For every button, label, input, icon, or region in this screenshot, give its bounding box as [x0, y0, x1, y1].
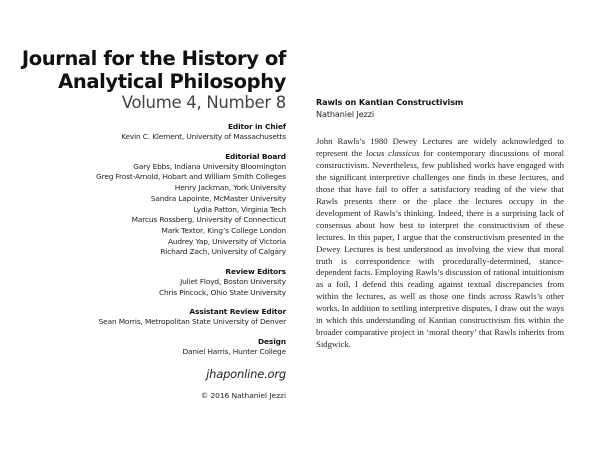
article-title: Rawls on Kantian Constructivism: [316, 97, 464, 107]
journal-title: [20, 47, 286, 93]
board-member: Henry Jackman, York University: [174, 183, 286, 193]
section-heading: Review Editors: [225, 267, 286, 277]
article-info: [316, 96, 564, 351]
review-editor: Juliet Floyd, Boston University: [180, 277, 286, 287]
review-editor: Chris Pincock, Ohio State University: [158, 287, 286, 297]
section-design: [20, 336, 286, 358]
volume-number: Volume 4, Number 8: [121, 93, 286, 112]
section-review-editors: [20, 266, 286, 298]
abstract-italic-term: locus classicus: [366, 147, 420, 158]
board-member: Mark Textor, King’s College London: [161, 225, 286, 235]
section-editorial-board: [20, 151, 286, 258]
section-heading: Editor in Chief: [227, 122, 286, 131]
masthead: [20, 47, 286, 401]
board-member: Sandra Lapointe, McMaster University: [150, 193, 286, 203]
section-assistant-review-editor: [20, 306, 286, 328]
section-heading: Assistant Review Editor: [189, 307, 286, 317]
abstract-text: John Rawls’s 1980 Dewey Lectures are widely acknowledged to represent the: [316, 136, 564, 158]
journal-website-link[interactable]: jhaponline.org: [206, 366, 286, 381]
article-author: Nathaniel Jezzi: [316, 109, 375, 119]
section-editor-in-chief: [20, 121, 286, 143]
board-member: Greg Frost-Arnold, Hobart and William Smith Colleges: [96, 172, 286, 182]
abstract-text: for contemporary discussions of moral constructivism. Nevertheless, few published works have engaged with the significant interpretive challenges one finds in these lectures, and those that have fail to offer a satisfactory reading of the view that Rawls presents there or the place the lectures occupy in the development of Rawls’s thinking. Indeed, there is a surprising lack of consensus about how best to interpret the constructivism of these lectures. In this paper, I argue that the constructivism presented in the Dewey Lectures is best understood as involving the view that moral truth is correspondence with procedurally-determined, stance-dependent facts. Employing Rawls’s discussion of rational intuitionism as a foil, I defend this reading against textual discrepancies from within the lectures, as well as those one finds across Rawls’s other works. In addition to settling interpretive disputes, I draw out the ways in which this understanding of Kantian constructivism fits within the broader comparative project in ‘moral theory’ that Rawls inherits from Sidgwick.: [316, 147, 564, 350]
copyright-notice: © 2016 Nathaniel Jezzi: [200, 390, 286, 400]
board-member: Audrey Yap, University of Victoria: [167, 236, 286, 246]
board-member: Marcus Rossberg, University of Connecticut: [131, 215, 286, 225]
article-abstract: [316, 136, 564, 351]
board-member: Richard Zach, University of Calgary: [160, 247, 286, 257]
designer: Daniel Harris, Hunter College: [182, 347, 286, 357]
assistant-review-editor: Sean Morris, Metropolitan State University of Denver: [98, 317, 286, 327]
section-heading: Design: [257, 337, 286, 347]
board-member: Gary Ebbs, Indiana University Bloomington: [133, 161, 286, 171]
section-heading: Editorial Board: [225, 151, 286, 161]
journal-title-line1: Journal for the History of: [21, 47, 286, 70]
board-member: Lydia Patton, Virginia Tech: [193, 204, 286, 214]
journal-title-line2: Analytical Philosophy: [58, 70, 286, 93]
editor-entry: Kevin C. Klement, University of Massachusetts: [121, 132, 286, 141]
